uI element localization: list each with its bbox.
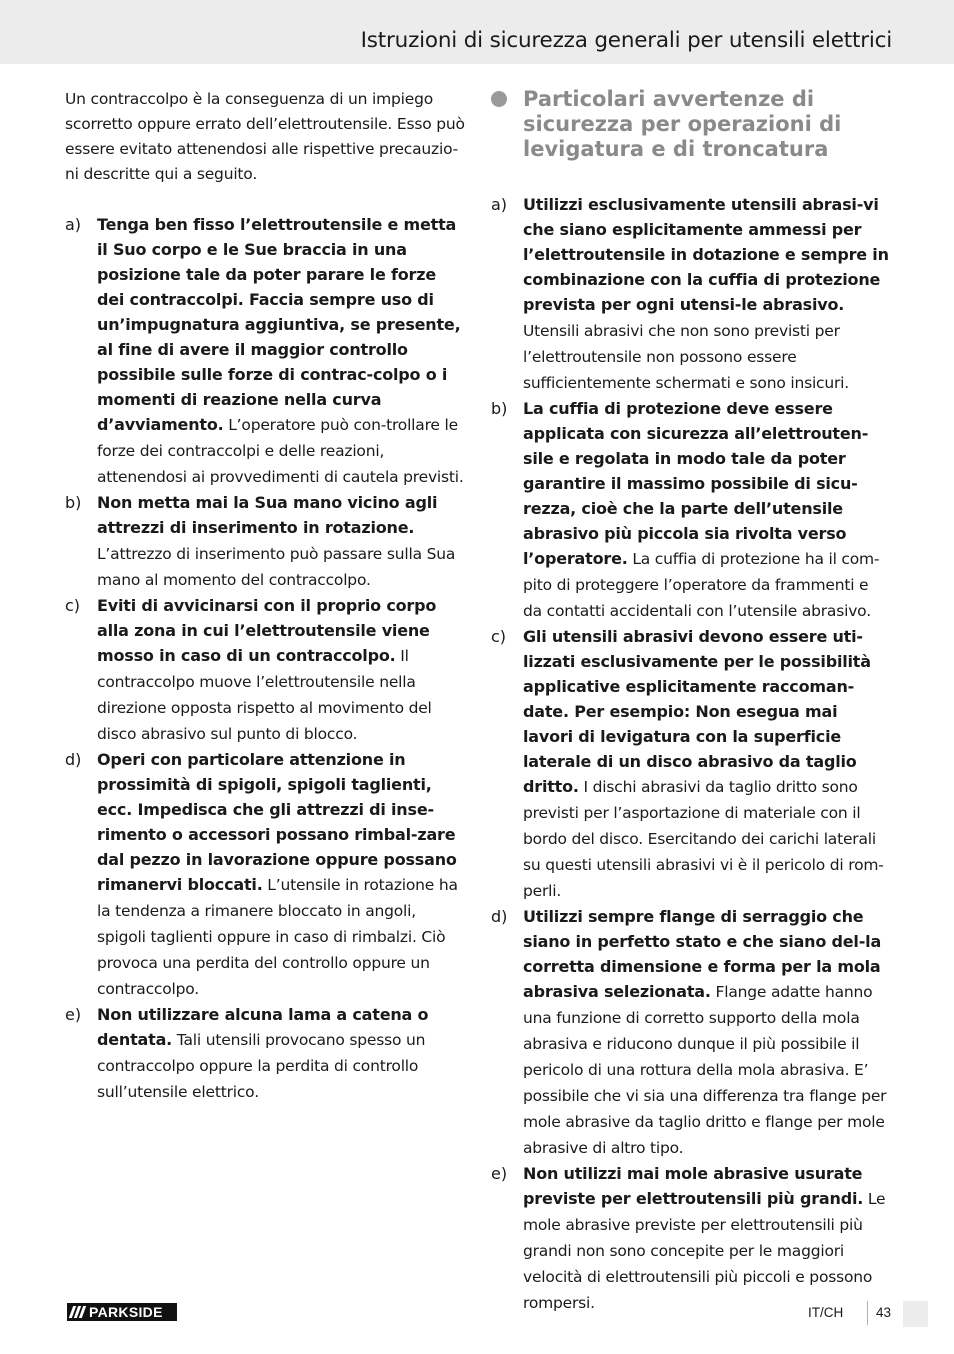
page-tab (903, 1301, 928, 1327)
item-letter: a) (491, 195, 508, 214)
item-letter: b) (491, 399, 508, 418)
right-item-list (491, 192, 891, 1316)
section-heading-text: Particolari avvertenze di sicurezza per operazioni di levigatura e di troncatura (523, 87, 842, 161)
logo-text: PARKSIDE (89, 1304, 163, 1320)
item-normal-text: L’utensile in rotazione ha la tendenza a rimanere bloccato in angoli, spigoli taglienti oppure in caso di rimbalzi. Ciò provoca una perdita del controllo oppure un contraccolpo. (97, 876, 458, 998)
item-normal-text: La cuffia di protezione ha il com-pito di proteggere l’operatore da frammenti e da contatti accidentali con l’utensile abrasivo. (523, 550, 880, 620)
item-bold-text: Non utilizzi mai mole abrasive usurate previste per elettroutensili più grandi. (523, 1164, 864, 1208)
item-bold-text: Gli utensili abrasivi devono essere uti-lizzati esclusivamente per le possibilità applicative esplicitamente raccoman-date. Per esempio: Non esegua mai lavori di levigatura con la superficie laterale di un disco abrasivo da taglio dritto. (523, 627, 871, 796)
list-item (491, 624, 891, 904)
item-normal-text: Il contraccolpo muove l’elettroutensile nella direzione opposta rispetto al movimento del disco abrasivo sul punto di blocco. (97, 647, 432, 743)
item-normal-text: Utensili abrasivi che non sono previsti per l’elettroutensile non possono essere sufficientemente schermati e sono insicuri. (523, 322, 850, 392)
item-normal-text: Tali utensili provocano spesso un contraccolpo oppure la perdita di controllo sull’utensile elettrico. (97, 1031, 426, 1101)
list-item (491, 1161, 891, 1316)
item-bold-text: Non metta mai la Sua mano vicino agli attrezzi di inserimento in rotazione. (97, 493, 438, 537)
item-letter: a) (65, 215, 82, 234)
item-letter: c) (65, 596, 81, 615)
list-item (491, 904, 891, 1161)
list-item (65, 593, 465, 747)
item-bold-text: Non utilizzare alcuna lama a catena o dentata. (97, 1005, 429, 1049)
right-column (491, 87, 891, 1316)
item-bold-text: Tenga ben fisso l’elettroutensile e metta il Suo corpo e le Sue braccia in una posizione tale da poter parare le forze dei contraccolpi. Faccia sempre uso di un’impugnatura aggiuntiva, se presente, al fine di avere il maggior controllo possibile sulle forze di contrac-colpo o i momenti di reazione nella curva d’avviamento. (97, 215, 461, 434)
left-column (65, 87, 465, 1105)
item-bold-text: Utilizzi sempre flange di serraggio che siano in perfetto stato e che siano del-la corretta dimensione e forma per la mola abrasiva selezionata. (523, 907, 882, 1001)
item-letter: b) (65, 493, 82, 512)
item-normal-text: L’operatore può con-trollare le forze dei contraccolpi e delle reazioni, attenendosi ai provvedimenti di cautela previsti. (97, 416, 464, 486)
logo-stripes-icon (67, 1303, 87, 1321)
page-number: 43 (876, 1305, 892, 1320)
item-normal-text: I dischi abrasivi da taglio dritto sono previsti per l’asportazione di materiale con il bordo del disco. Esercitando dei carichi laterali su questi utensili abrasivi vi è il pericolo di rom-perli. (523, 778, 884, 900)
list-item (65, 1002, 465, 1105)
bullet-icon (491, 91, 507, 107)
item-bold-text: Utilizzi esclusivamente utensili abrasi-vi che siano esplicitamente ammessi per l’elettroutensile in dotazione e sempre in combinazione con la cuffia di protezione prevista per ogni utensi-le abrasivo. (523, 195, 889, 314)
intro-paragraph: Un contraccolpo è la conseguenza di un impiego scorretto oppure errato dell’elettroutensile. Esso può essere evitato attenendosi alle rispettive precauzio-ni descritte qui a seguito. (65, 90, 465, 183)
list-item (491, 396, 891, 624)
page-header (0, 0, 954, 64)
section-heading (491, 87, 891, 162)
item-normal-text: Flange adatte hanno una funzione di corretto supporto della mola abrasiva e riducono dunque il più possibile il pericolo di una rottura della mola abrasiva. E’ possibile che vi sia una differenza tra flange per mole abrasive da taglio dritto e flange per mole abrasive di altro tipo. (523, 983, 887, 1157)
item-bold-text: Operi con particolare attenzione in prossimità di spigoli, spigoli taglienti, ecc. Impedisca che gli attrezzi di inse-rimento o accessori possano rimbal-zare dal pezzo in lavorazione oppure possano rimanervi bloccati. (97, 750, 457, 894)
list-item (65, 212, 465, 490)
item-letter: d) (491, 907, 508, 926)
item-letter: e) (65, 1005, 82, 1024)
item-letter: d) (65, 750, 82, 769)
item-letter: c) (491, 627, 507, 646)
list-item (65, 747, 465, 1002)
parkside-logo (67, 1303, 177, 1321)
item-bold-text: Eviti di avvicinarsi con il proprio corpo alla zona in cui l’elettroutensile viene mosso in caso di un contraccolpo. (97, 596, 437, 665)
item-normal-text: L’attrezzo di inserimento può passare sulla Sua mano al momento del contraccolpo. (97, 545, 456, 589)
page-title: Istruzioni di sicurezza generali per utensili elettrici (360, 28, 892, 53)
language-code: IT/CH (808, 1305, 844, 1320)
list-item (491, 192, 891, 396)
item-bold-text: La cuffia di protezione deve essere applicata con sicurezza all’elettrouten-sile e regolata in modo tale da poter garantire il massimo possibile di sicu-rezza, cioè che la parte dell’utensile abrasivo più piccola sia rivolta verso l’operatore. (523, 399, 869, 568)
footer-divider (867, 1301, 868, 1325)
left-item-list (65, 212, 465, 1105)
item-normal-text: Le mole abrasive previste per elettroutensili più grandi non sono concepite per le maggiori velocità di elettroutensili più piccoli e possono rompersi. (523, 1190, 886, 1312)
list-item (65, 490, 465, 593)
item-letter: e) (491, 1164, 508, 1183)
